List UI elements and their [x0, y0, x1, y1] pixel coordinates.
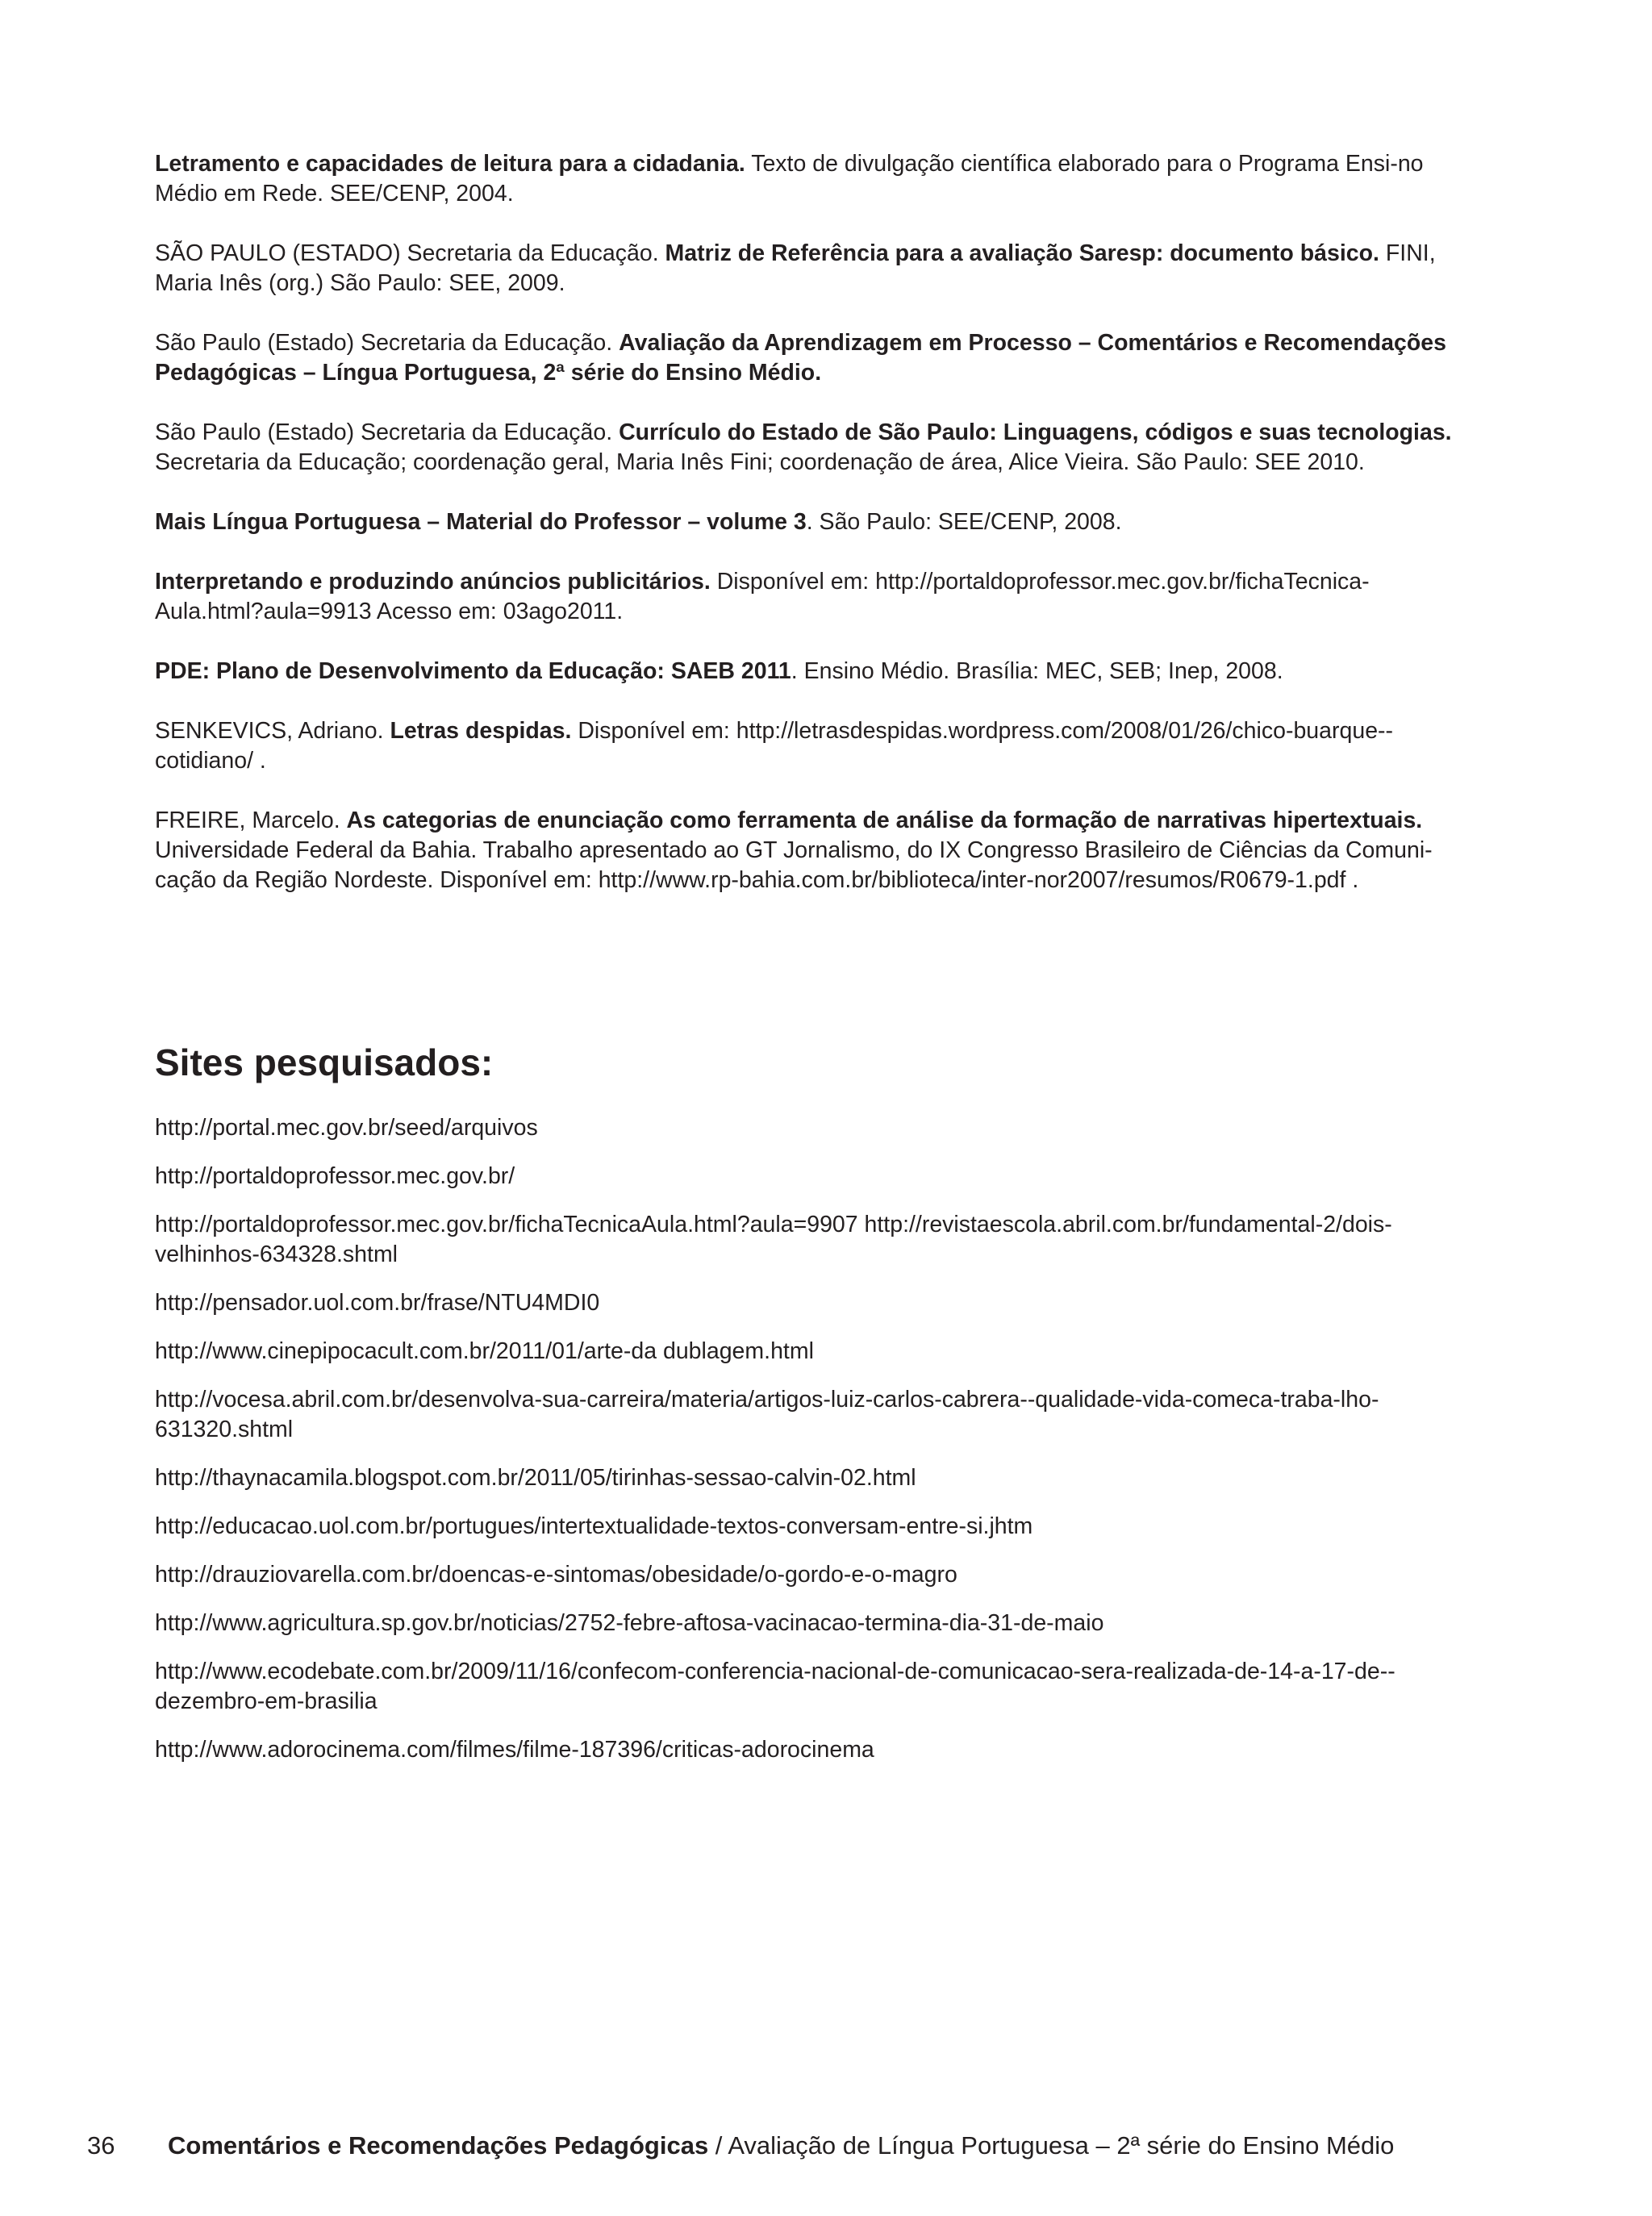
reference-title: Currículo do Estado de São Paulo: Linguagens, códigos e suas tecnologias. — [619, 419, 1452, 445]
site-url: http://pensador.uol.com.br/frase/NTU4MDI0 — [155, 1290, 600, 1316]
reference-item: FREIRE, Marcelo. As categorias de enunciação como ferramenta de análise da formação de narrativas hipertextuais. Universidade Federal da Bahia. Trabalho apresentado ao GT Jornalismo, do IX Congresso Brasileiro de Ciências da Comuni-cação da Região Nordeste. Disponível em: http://www.rp-bahia.com.br/biblioteca/inter-nor2007/resumos/R0679-1.pdf . — [155, 808, 1433, 893]
reference-title: As categorias de enunciação como ferramenta de análise da formação de narrativas hipertextuais. — [346, 808, 1423, 833]
reference-item: SENKEVICS, Adriano. Letras despidas. Disponível em: http://letrasdespidas.wordpress.com/2008/01/26/chico-buarque--cotidiano/ . — [155, 718, 1394, 774]
reference-title: Letras despidas. — [390, 718, 572, 744]
reference-title: Matriz de Referência para a avaliação Saresp: documento básico. — [665, 240, 1379, 266]
reference-title: Avaliação da Aprendizagem em Processo – Comentários e Recomendações Pedagógicas – Língua Portuguesa, 2ª série do Ensino Médio. — [155, 330, 1446, 386]
reference-title: Interpretando e produzindo anúncios publicitários. — [155, 569, 711, 595]
reference-item: SÃO PAULO (ESTADO) Secretaria da Educação. Matriz de Referência para a avaliação Saresp: documento básico. FINI, Maria Inês (org.) São Paulo: SEE, 2009. — [155, 240, 1436, 296]
site-url: http://portaldoprofessor.mec.gov.br/fichaTecnicaAula.html?aula=9907 http://revistaescola.abril.com.br/fundamental-2/dois-velhinhos-634328.shtml — [155, 1212, 1392, 1267]
sites-list — [155, 1113, 1478, 1784]
page-footer — [87, 2130, 1394, 2162]
references-list — [155, 149, 1478, 925]
reference-title: Letramento e capacidades de leitura para a cidadania. — [155, 151, 745, 177]
reference-title: Mais Língua Portuguesa – Material do Professor – volume 3 — [155, 509, 807, 535]
footer-subtitle: / Avaliação de Língua Portuguesa – 2ª série do Ensino Médio — [708, 2131, 1395, 2160]
reference-item: PDE: Plano de Desenvolvimento da Educação: SAEB 2011. Ensino Médio. Brasília: MEC, SEB; Inep, 2008. — [155, 658, 1283, 684]
site-url: http://www.adorocinema.com/filmes/filme-187396/criticas-adorocinema — [155, 1737, 874, 1763]
page-number: 36 — [87, 2131, 115, 2160]
site-url: http://portaldoprofessor.mec.gov.br/ — [155, 1163, 515, 1189]
site-url: http://vocesa.abril.com.br/desenvolva-sua-carreira/materia/artigos-luiz-carlos-cabrera--qualidade-vida-comeca-traba-lho-631320.shtml — [155, 1387, 1379, 1442]
site-url: http://www.agricultura.sp.gov.br/noticias/2752-febre-aftosa-vacinacao-termina-dia-31-de-maio — [155, 1610, 1104, 1636]
site-url: http://www.ecodebate.com.br/2009/11/16/confecom-conferencia-nacional-de-comunicacao-sera-realizada-de-14-a-17-de--dezembro-em-brasilia — [155, 1659, 1395, 1714]
reference-item: Letramento e capacidades de leitura para a cidadania. Texto de divulgação científica elaborado para o Programa Ensi-no Médio em Rede. SEE/CENP, 2004. — [155, 151, 1424, 207]
footer-title: Comentários e Recomendações Pedagógicas — [168, 2131, 709, 2160]
reference-item: São Paulo (Estado) Secretaria da Educação. Currículo do Estado de São Paulo: Linguagens, códigos e suas tecnologias. Secretaria da Educação; coordenação geral, Maria Inês Fini; coordenação de área, Alice Vieira. São Paulo: SEE 2010. — [155, 419, 1452, 475]
site-url: http://www.cinepipocacult.com.br/2011/01/arte-da dublagem.html — [155, 1338, 814, 1364]
reference-title: PDE: Plano de Desenvolvimento da Educação: SAEB 2011 — [155, 658, 791, 684]
site-url: http://educacao.uol.com.br/portugues/intertextualidade-textos-conversam-entre-si.jhtm — [155, 1513, 1033, 1539]
site-url: http://thaynacamila.blogspot.com.br/2011/05/tirinhas-sessao-calvin-02.html — [155, 1465, 916, 1491]
reference-item: Mais Língua Portuguesa – Material do Professor – volume 3. São Paulo: SEE/CENP, 2008. — [155, 509, 1122, 535]
reference-item: São Paulo (Estado) Secretaria da Educação. Avaliação da Aprendizagem em Processo – Comentários e Recomendações Pedagógicas – Língua Portuguesa, 2ª série do Ensino Médio. — [155, 330, 1446, 386]
sites-heading: Sites pesquisados: — [155, 1041, 494, 1083]
site-url: http://drauziovarella.com.br/doencas-e-sintomas/obesidade/o-gordo-e-o-magro — [155, 1562, 957, 1588]
reference-item: Interpretando e produzindo anúncios publicitários. Disponível em: http://portaldoprofessor.mec.gov.br/fichaTecnica-Aula.html?aula=9913 Acesso em: 03ago2011. — [155, 569, 1370, 624]
site-url: http://portal.mec.gov.br/seed/arquivos — [155, 1115, 538, 1141]
